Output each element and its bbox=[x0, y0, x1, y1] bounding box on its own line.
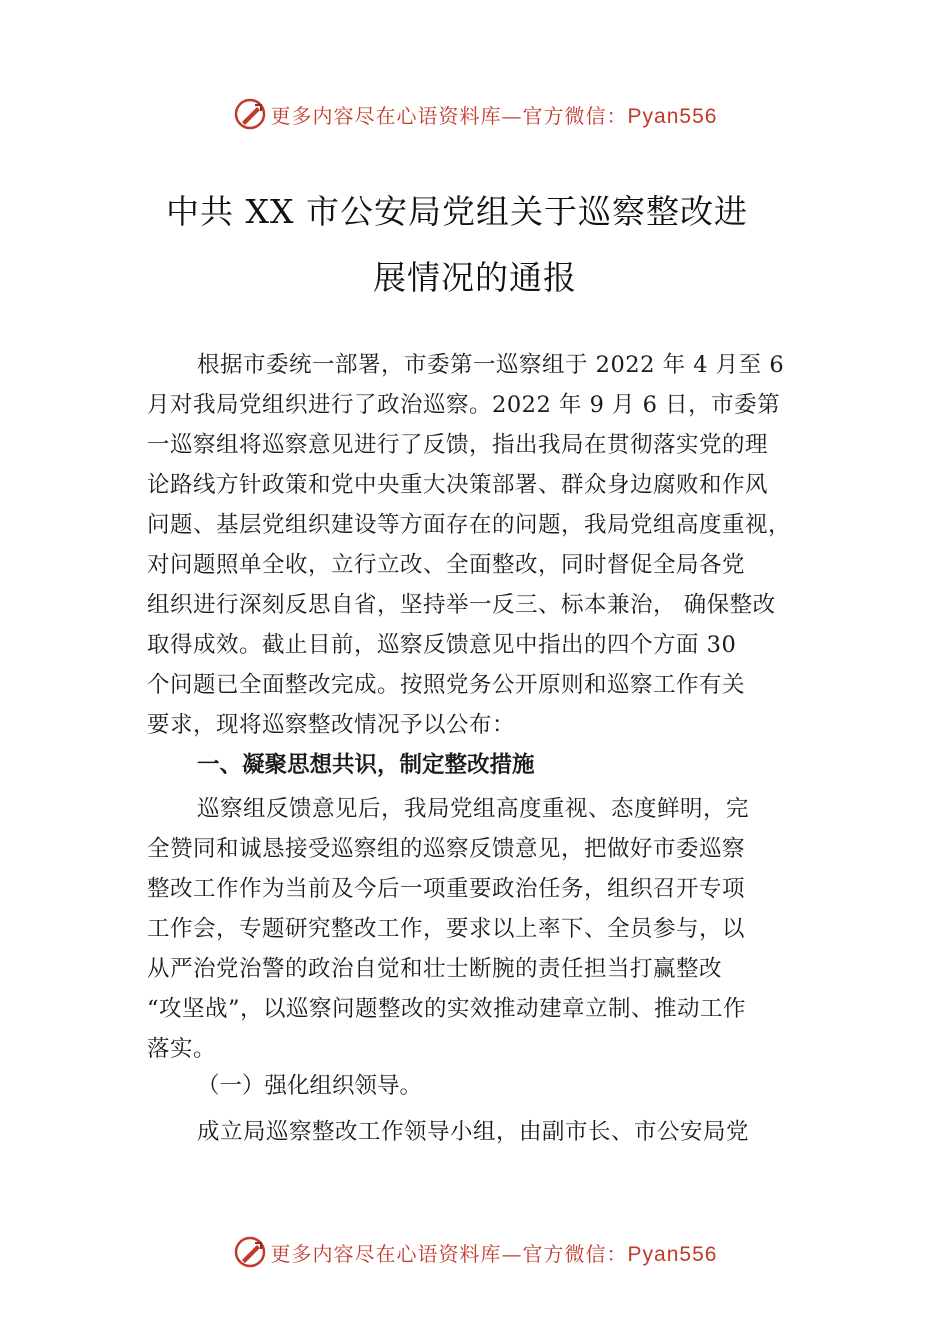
footer-banner bbox=[0, 1232, 950, 1272]
text-line: 从严治党治警的政治自觉和壮士断腕的责任担当打赢整改 bbox=[147, 956, 723, 982]
text-line: 论路线方针政策和党中央重大决策部署、群众身边腐败和作风 bbox=[147, 472, 769, 498]
text-line: 落实。 bbox=[147, 1036, 217, 1062]
text-line: “攻坚战”，以巡察问题整改的实效推动建章立制、推动工作 bbox=[147, 996, 747, 1022]
text-line: 根据市委统一部署，市委第一巡察组于 2022 年 4 月至 6 bbox=[197, 352, 785, 378]
document-title-line-1: 中共 XX 市公安局党组关于巡察整改进 bbox=[166, 192, 748, 231]
footer-banner-text: 更多内容尽在心语资料库—官方微信：Pyan556 bbox=[270, 1241, 718, 1266]
text-line: 组织进行深刻反思自省，坚持举一反三、标本兼治， 确保整改 bbox=[147, 592, 776, 618]
text-line: 成立局巡察整改工作领导小组，由副市长、市公安局党 bbox=[197, 1119, 750, 1145]
document-title-line-2: 展情况的通报 bbox=[373, 258, 577, 297]
text-line: 整改工作作为当前及今后一项重要政治任务，组织召开专项 bbox=[147, 876, 746, 902]
text-line: 工作会，专题研究整改工作，要求以上率下、全员参与，以 bbox=[147, 916, 746, 942]
pen-seal-logo-icon bbox=[233, 1235, 267, 1269]
pen-seal-logo-icon bbox=[233, 97, 267, 131]
text-line: 月对我局党组织进行了政治巡察。2022 年 9 月 6 日，市委第 bbox=[147, 392, 781, 418]
text-line: 巡察组反馈意见后，我局党组高度重视、态度鲜明，完 bbox=[197, 796, 750, 822]
header-banner-text: 更多内容尽在心语资料库—官方微信：Pyan556 bbox=[270, 103, 718, 128]
text-line: 要求，现将巡察整改情况予以公布： bbox=[147, 712, 516, 738]
section-heading-1: 一、凝聚思想共识，制定整改措施 bbox=[197, 752, 535, 778]
text-line: 全赞同和诚恳接受巡察组的巡察反馈意见，把做好市委巡察 bbox=[147, 836, 746, 862]
wechat-id: Pyan556 bbox=[627, 104, 718, 128]
text-line: 一巡察组将巡察意见进行了反馈，指出我局在贯彻落实党的理 bbox=[147, 432, 769, 458]
text-line: 问题、基层党组织建设等方面存在的问题，我局党组高度重视， bbox=[147, 512, 792, 538]
wechat-id: Pyan556 bbox=[627, 1242, 718, 1266]
text-line: 个问题已全面整改完成。按照党务公开原则和巡察工作有关 bbox=[147, 672, 746, 698]
section-subheading-1: （一）强化组织领导。 bbox=[197, 1073, 423, 1099]
text-line: 取得成效。截止目前，巡察反馈意见中指出的四个方面 30 bbox=[147, 632, 737, 658]
text-line: 对问题照单全收，立行立改、全面整改，同时督促全局各党 bbox=[147, 552, 746, 578]
header-banner bbox=[0, 94, 950, 134]
